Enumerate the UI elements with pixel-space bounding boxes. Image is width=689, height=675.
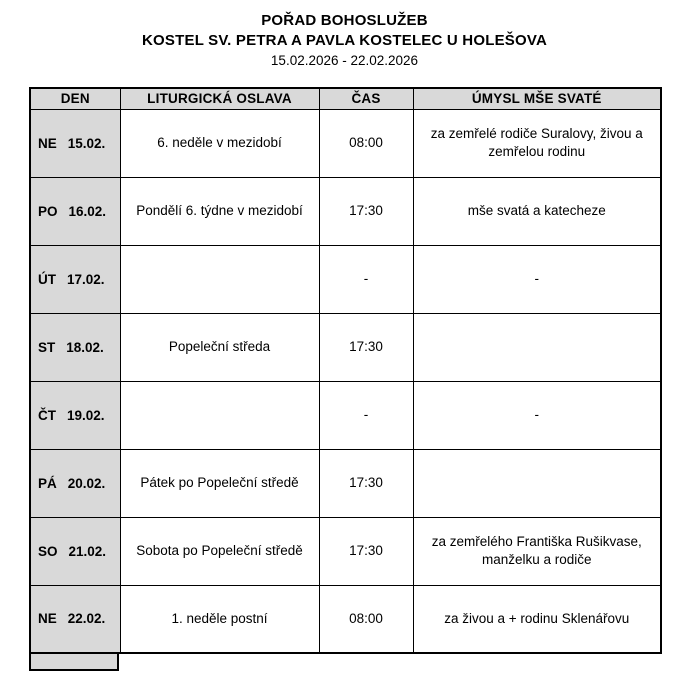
time-cell: 17:30: [319, 313, 413, 381]
celebration-cell: [120, 381, 319, 449]
time-cell: 08:00: [319, 585, 413, 653]
schedule-table-wrap: [29, 87, 660, 671]
celebration-cell: Sobota po Popeleční středě: [120, 517, 319, 585]
day-cell: [30, 449, 120, 517]
header-row: [30, 88, 661, 109]
page-title: POŘAD BOHOSLUŽEB: [261, 12, 428, 29]
table-row: [30, 177, 661, 245]
day-cell: [30, 517, 120, 585]
table-row: [30, 585, 661, 653]
day-date: 17.02.: [67, 271, 105, 287]
day-abbr: NE: [38, 611, 57, 627]
day-abbr: NE: [38, 135, 57, 151]
time-cell: 17:30: [319, 449, 413, 517]
day-date: 21.02.: [68, 543, 107, 559]
day-abbr: SO: [38, 543, 58, 559]
column-header-den: DEN: [30, 88, 120, 109]
day-abbr: ST: [38, 339, 56, 355]
intention-cell: mše svatá a katecheze: [413, 177, 661, 245]
day-cell: [30, 245, 120, 313]
time-cell: 17:30: [319, 177, 413, 245]
day-abbr: ÚT: [38, 271, 56, 287]
intention-cell: za zemřelé rodiče Suralovy, živou a zemřelou rodinu: [413, 109, 661, 177]
day-abbr: PÁ: [38, 475, 57, 491]
day-cell: [30, 109, 120, 177]
table-row: [30, 245, 661, 313]
intention-cell: -: [413, 381, 661, 449]
intention-cell: [413, 313, 661, 381]
time-cell: 08:00: [319, 109, 413, 177]
time-cell: -: [319, 245, 413, 313]
table-row: [30, 109, 661, 177]
document-header: [0, 0, 689, 71]
celebration-cell: Pondělí 6. týdne v mezidobí: [120, 177, 319, 245]
column-header-umysl: ÚMYSL MŠE SVATÉ: [413, 88, 661, 109]
day-date: 19.02.: [67, 407, 105, 423]
time-cell: -: [319, 381, 413, 449]
church-name: KOSTEL SV. PETRA A PAVLA KOSTELEC U HOLEŠOVA: [142, 32, 547, 49]
day-cell: [30, 381, 120, 449]
date-range: 15.02.2026 - 22.02.2026: [270, 53, 419, 68]
celebration-cell: Pátek po Popeleční středě: [120, 449, 319, 517]
day-cell: [30, 177, 120, 245]
table-row: [30, 381, 661, 449]
celebration-cell: 6. neděle v mezidobí: [120, 109, 319, 177]
celebration-cell: 1. neděle postní: [120, 585, 319, 653]
time-cell: 17:30: [319, 517, 413, 585]
table-row: [30, 313, 661, 381]
column-header-cas: ČAS: [319, 88, 413, 109]
table-row: [30, 449, 661, 517]
intention-cell: [413, 449, 661, 517]
celebration-cell: Popeleční středa: [120, 313, 319, 381]
day-date: 15.02.: [67, 135, 106, 151]
day-date: 18.02.: [66, 339, 104, 355]
day-date: 16.02.: [68, 203, 107, 219]
schedule-table: [29, 87, 662, 654]
day-cell: [30, 585, 120, 653]
day-date: 22.02.: [67, 611, 106, 627]
intention-cell: za živou a + rodinu Sklenářovu: [413, 585, 661, 653]
day-abbr: ČT: [38, 407, 56, 423]
column-header-liturgicka-oslava: LITURGICKÁ OSLAVA: [120, 88, 319, 109]
intention-cell: za zemřelého Františka Rušikvase, manželku a rodiče: [413, 517, 661, 585]
empty-day-cell-stub: [29, 654, 119, 671]
day-date: 20.02.: [67, 475, 106, 491]
day-abbr: PO: [38, 203, 58, 219]
table-row: [30, 517, 661, 585]
day-cell: [30, 313, 120, 381]
intention-cell: -: [413, 245, 661, 313]
celebration-cell: [120, 245, 319, 313]
